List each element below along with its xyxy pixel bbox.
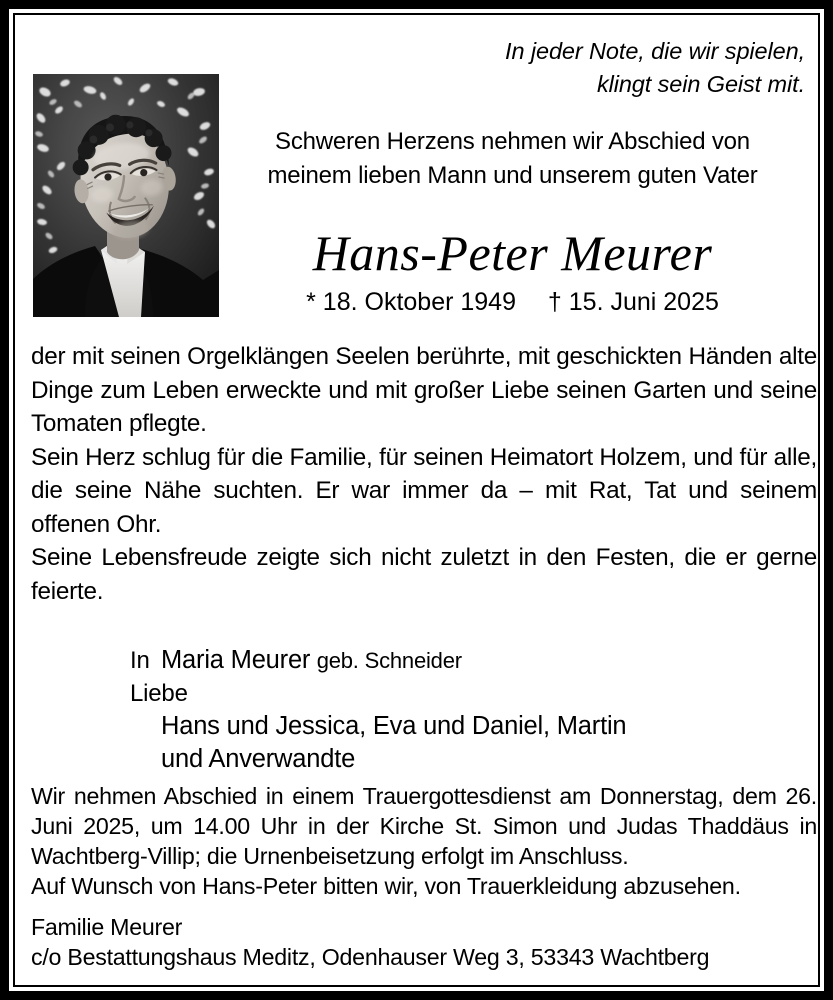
intro-line-1: Schweren Herzens nehmen wir Abschied von [275,128,750,155]
survivors-row-children [31,710,817,743]
notice-content [15,15,818,985]
survivors-names [161,644,817,677]
survivors-block [31,644,817,776]
intro-line-2: meinem lieben Mann und unserem guten Vater [267,162,758,189]
widow-name: Maria Meurer [161,646,311,674]
widow-maiden-name: geb. Schneider [316,648,462,673]
survivors-label: In Liebe [130,647,188,707]
quote-line-1: In jeder Note, die wir spielen, [505,38,805,64]
tribute-paragraph-3: Seine Lebensfreude zeigte sich nicht zuletzt in den Festen, die er gerne feierte. [31,544,817,605]
life-dates [220,287,805,317]
contact-address: c/o Bestattungshaus Meditz, Odenhauser Weg 3, 53343 Wachtberg [31,944,710,970]
survivors-row-widow [31,644,817,710]
tribute-paragraph-2: Sein Herz schlug für die Familie, für seinen Heimatort Holzem, und für alle, die seine Nähe suchten. Er war immer da – mit Rat, Tat und seinem offenen Ohr. [31,443,817,538]
dress-request-text: Auf Wunsch von Hans-Peter bitten wir, von Trauerkleidung abzusehen. [31,873,741,899]
intro-text [220,125,805,193]
relatives-line: und Anverwandte [161,745,356,773]
survivors-row-relatives [31,743,817,776]
memorial-quote [230,35,805,101]
death-date: 15. Juni 2025 [568,288,719,316]
tribute-text [31,340,817,608]
contact-family: Familie Meurer [31,914,183,940]
birth-date: 18. Oktober 1949 [322,288,516,316]
birth-symbol: * [306,288,316,316]
deceased-name: Hans-Peter Meurer [312,225,713,281]
contact-block [31,912,817,972]
service-text: Wir nehmen Abschied in einem Trauergottesdienst am Donnerstag, dem 26. Juni 2025, um 14.00 Uhr in der Kirche St. Simon und Judas Thaddäus in Wachtberg-Villip; die Urnenbeisetzung erfolgt im Anschluss. [31,783,817,869]
children-names: Hans und Jessica, Eva und Daniel, Martin [161,712,627,740]
service-details [31,781,817,901]
quote-line-2: klingt sein Geist mit. [596,71,805,97]
tribute-paragraph-1: der mit seinen Orgelklängen Seelen berührte, mit geschickten Händen alte Dinge zum Leben erweckte und mit großer Liebe seinen Garten und seine Tomaten pflegte. [31,343,817,437]
portrait-photo [33,74,219,317]
death-symbol: † [547,288,562,316]
